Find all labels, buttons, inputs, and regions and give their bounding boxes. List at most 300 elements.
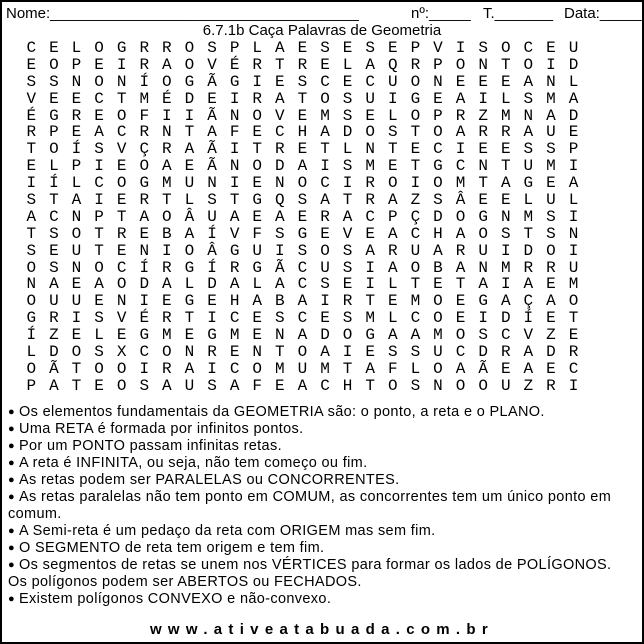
- grid-letter[interactable]: I: [71, 309, 82, 328]
- grid-letter[interactable]: E: [297, 106, 308, 125]
- grid-letter[interactable]: M: [410, 292, 421, 311]
- grid-letter[interactable]: M: [275, 359, 285, 378]
- grid-letter[interactable]: A: [433, 241, 443, 260]
- grid-letter[interactable]: O: [500, 39, 511, 57]
- grid-letter[interactable]: O: [455, 55, 466, 74]
- grid-letter[interactable]: N: [229, 106, 240, 125]
- grid-letter[interactable]: R: [26, 123, 37, 142]
- grid-letter[interactable]: S: [320, 275, 330, 294]
- grid-letter[interactable]: N: [568, 224, 579, 243]
- grid-letter[interactable]: Ã: [478, 359, 488, 378]
- grid-letter[interactable]: E: [546, 359, 556, 378]
- grid-letter[interactable]: Í: [139, 72, 150, 91]
- grid-letter[interactable]: A: [410, 326, 421, 345]
- grid-letter[interactable]: I: [568, 157, 579, 176]
- grid-letter[interactable]: U: [71, 292, 82, 311]
- grid-letter[interactable]: N: [71, 207, 82, 226]
- grid-letter[interactable]: R: [116, 224, 127, 243]
- grid-letter[interactable]: U: [433, 343, 443, 362]
- grid-letter[interactable]: F: [139, 106, 150, 125]
- grid-letter[interactable]: L: [184, 275, 195, 294]
- grid-letter[interactable]: O: [26, 292, 37, 311]
- grid-letter[interactable]: C: [116, 123, 127, 142]
- grid-letter[interactable]: T: [49, 191, 59, 210]
- grid-letter[interactable]: V: [207, 55, 217, 74]
- grid-letter[interactable]: F: [229, 123, 240, 142]
- grid-letter[interactable]: E: [433, 275, 443, 294]
- grid-letter[interactable]: L: [252, 275, 263, 294]
- grid-letter[interactable]: D: [500, 309, 511, 328]
- grid-letter[interactable]: S: [342, 241, 353, 260]
- grid-letter[interactable]: E: [500, 359, 511, 378]
- grid-letter[interactable]: O: [162, 343, 172, 362]
- grid-letter[interactable]: S: [387, 343, 398, 362]
- grid-letter[interactable]: C: [455, 343, 466, 362]
- grid-letter[interactable]: O: [433, 359, 443, 378]
- grid-letter[interactable]: R: [546, 376, 556, 395]
- grid-letter[interactable]: L: [410, 359, 421, 378]
- grid-letter[interactable]: C: [139, 343, 150, 362]
- grid-letter[interactable]: I: [275, 241, 285, 260]
- grid-letter[interactable]: G: [229, 72, 240, 91]
- grid-letter[interactable]: Ã: [207, 72, 217, 91]
- grid-letter[interactable]: U: [410, 241, 421, 260]
- grid-letter[interactable]: B: [162, 224, 172, 243]
- grid-letter[interactable]: T: [365, 376, 375, 395]
- grid-letter[interactable]: A: [229, 275, 240, 294]
- grid-letter[interactable]: E: [320, 224, 330, 243]
- grid-letter[interactable]: E: [478, 191, 488, 210]
- grid-letter[interactable]: D: [275, 157, 285, 176]
- grid-letter[interactable]: I: [229, 89, 240, 108]
- grid-letter[interactable]: U: [184, 174, 195, 193]
- grid-letter[interactable]: A: [207, 123, 217, 142]
- grid-letter[interactable]: A: [320, 191, 330, 210]
- grid-letter[interactable]: T: [342, 191, 353, 210]
- grid-letter[interactable]: N: [546, 72, 556, 91]
- grid-letter[interactable]: G: [139, 326, 150, 345]
- grid-letter[interactable]: E: [410, 140, 421, 159]
- grid-letter[interactable]: I: [546, 55, 556, 74]
- grid-letter[interactable]: O: [184, 39, 195, 57]
- grid-letter[interactable]: T: [342, 359, 353, 378]
- grid-letter[interactable]: E: [116, 157, 127, 176]
- grid-letter[interactable]: U: [252, 241, 263, 260]
- grid-letter[interactable]: R: [546, 258, 556, 277]
- grid-letter[interactable]: R: [365, 191, 375, 210]
- grid-letter[interactable]: A: [523, 275, 534, 294]
- grid-letter[interactable]: R: [162, 258, 172, 277]
- grid-letter[interactable]: D: [546, 343, 556, 362]
- grid-letter[interactable]: M: [162, 174, 172, 193]
- grid-letter[interactable]: P: [433, 55, 443, 74]
- grid-letter[interactable]: R: [71, 106, 82, 125]
- grid-letter[interactable]: I: [568, 241, 579, 260]
- grid-letter[interactable]: Ç: [523, 292, 534, 311]
- grid-letter[interactable]: L: [94, 326, 104, 345]
- grid-letter[interactable]: M: [455, 174, 466, 193]
- grid-letter[interactable]: I: [365, 258, 375, 277]
- grid-letter[interactable]: O: [387, 174, 398, 193]
- grid-letter[interactable]: A: [478, 275, 488, 294]
- grid-letter[interactable]: E: [568, 326, 579, 345]
- grid-letter[interactable]: I: [568, 207, 579, 226]
- grid-letter[interactable]: E: [275, 376, 285, 395]
- grid-letter[interactable]: I: [478, 309, 488, 328]
- grid-letter[interactable]: A: [568, 89, 579, 108]
- grid-letter[interactable]: A: [184, 359, 195, 378]
- grid-letter[interactable]: S: [342, 258, 353, 277]
- grid-letter[interactable]: Z: [523, 376, 534, 395]
- grid-letter[interactable]: V: [26, 89, 37, 108]
- grid-letter[interactable]: L: [500, 89, 511, 108]
- grid-letter[interactable]: I: [94, 157, 104, 176]
- grid-letter[interactable]: E: [116, 241, 127, 260]
- grid-letter[interactable]: O: [49, 140, 59, 159]
- grid-letter[interactable]: M: [500, 258, 511, 277]
- grid-letter[interactable]: Ç: [139, 140, 150, 159]
- grid-letter[interactable]: E: [94, 106, 104, 125]
- grid-letter[interactable]: R: [455, 241, 466, 260]
- grid-letter[interactable]: E: [433, 89, 443, 108]
- grid-letter[interactable]: T: [568, 309, 579, 328]
- grid-letter[interactable]: D: [342, 123, 353, 142]
- grid-letter[interactable]: H: [229, 292, 240, 311]
- grid-letter[interactable]: V: [116, 309, 127, 328]
- grid-letter[interactable]: A: [365, 241, 375, 260]
- grid-letter[interactable]: I: [207, 359, 217, 378]
- grid-letter[interactable]: S: [500, 224, 511, 243]
- grid-letter[interactable]: S: [297, 191, 308, 210]
- grid-letter[interactable]: M: [320, 359, 330, 378]
- grid-letter[interactable]: O: [365, 123, 375, 142]
- grid-letter[interactable]: A: [275, 275, 285, 294]
- grid-letter[interactable]: S: [49, 258, 59, 277]
- grid-letter[interactable]: S: [342, 89, 353, 108]
- grid-letter[interactable]: M: [546, 89, 556, 108]
- grid-letter[interactable]: A: [162, 376, 172, 395]
- grid-letter[interactable]: S: [365, 39, 375, 57]
- grid-letter[interactable]: A: [94, 275, 104, 294]
- grid-letter[interactable]: A: [94, 123, 104, 142]
- grid-letter[interactable]: E: [500, 140, 511, 159]
- grid-letter[interactable]: E: [342, 275, 353, 294]
- grid-letter[interactable]: E: [320, 309, 330, 328]
- grid-letter[interactable]: A: [162, 157, 172, 176]
- grid-letter[interactable]: O: [26, 359, 37, 378]
- grid-letter[interactable]: O: [116, 359, 127, 378]
- grid-letter[interactable]: Í: [26, 326, 37, 345]
- grid-letter[interactable]: N: [229, 157, 240, 176]
- grid-letter[interactable]: E: [342, 72, 353, 91]
- grid-letter[interactable]: E: [546, 39, 556, 57]
- grid-letter[interactable]: A: [49, 376, 59, 395]
- grid-letter[interactable]: L: [568, 72, 579, 91]
- grid-letter[interactable]: E: [387, 39, 398, 57]
- grid-letter[interactable]: C: [297, 258, 308, 277]
- grid-letter[interactable]: S: [26, 241, 37, 260]
- grid-letter[interactable]: O: [116, 106, 127, 125]
- grid-letter[interactable]: S: [410, 376, 421, 395]
- grid-letter[interactable]: S: [297, 72, 308, 91]
- grid-letter[interactable]: U: [320, 258, 330, 277]
- grid-letter[interactable]: I: [568, 376, 579, 395]
- grid-letter[interactable]: N: [478, 258, 488, 277]
- grid-letter[interactable]: A: [275, 207, 285, 226]
- grid-letter[interactable]: I: [184, 106, 195, 125]
- grid-letter[interactable]: R: [478, 123, 488, 142]
- grid-letter[interactable]: T: [116, 89, 127, 108]
- grid-letter[interactable]: U: [568, 258, 579, 277]
- grid-letter[interactable]: S: [297, 241, 308, 260]
- grid-letter[interactable]: C: [320, 174, 330, 193]
- grid-letter[interactable]: C: [229, 359, 240, 378]
- grid-letter[interactable]: E: [252, 123, 263, 142]
- grid-letter[interactable]: L: [71, 39, 82, 57]
- grid-letter[interactable]: U: [523, 157, 534, 176]
- grid-letter[interactable]: Z: [49, 326, 59, 345]
- grid-letter[interactable]: I: [320, 292, 330, 311]
- grid-letter[interactable]: I: [229, 140, 240, 159]
- grid-letter[interactable]: S: [94, 343, 104, 362]
- grid-letter[interactable]: A: [568, 174, 579, 193]
- grid-letter[interactable]: E: [71, 123, 82, 142]
- grid-letter[interactable]: P: [433, 106, 443, 125]
- grid-letter[interactable]: D: [184, 89, 195, 108]
- grid-letter[interactable]: S: [139, 376, 150, 395]
- grid-letter[interactable]: R: [297, 55, 308, 74]
- grid-letter[interactable]: G: [184, 72, 195, 91]
- grid-letter[interactable]: E: [49, 89, 59, 108]
- grid-letter[interactable]: E: [71, 326, 82, 345]
- grid-letter[interactable]: G: [478, 292, 488, 311]
- grid-letter[interactable]: E: [116, 191, 127, 210]
- grid-letter[interactable]: A: [49, 275, 59, 294]
- grid-letter[interactable]: A: [546, 292, 556, 311]
- grid-letter[interactable]: O: [252, 157, 263, 176]
- grid-letter[interactable]: I: [342, 343, 353, 362]
- grid-letter[interactable]: E: [455, 309, 466, 328]
- grid-letter[interactable]: T: [297, 89, 308, 108]
- grid-letter[interactable]: Í: [49, 174, 59, 193]
- grid-letter[interactable]: C: [94, 89, 104, 108]
- grid-letter[interactable]: E: [342, 39, 353, 57]
- grid-letter[interactable]: T: [410, 123, 421, 142]
- grid-letter[interactable]: Z: [546, 326, 556, 345]
- grid-letter[interactable]: I: [26, 174, 37, 193]
- grid-letter[interactable]: A: [229, 376, 240, 395]
- grid-letter[interactable]: R: [500, 343, 511, 362]
- grid-letter[interactable]: R: [455, 106, 466, 125]
- grid-letter[interactable]: E: [49, 39, 59, 57]
- grid-letter[interactable]: U: [71, 241, 82, 260]
- grid-letter[interactable]: C: [229, 309, 240, 328]
- grid-letter[interactable]: I: [410, 174, 421, 193]
- grid-letter[interactable]: O: [410, 258, 421, 277]
- grid-letter[interactable]: A: [71, 191, 82, 210]
- grid-letter[interactable]: C: [433, 140, 443, 159]
- grid-letter[interactable]: L: [342, 140, 353, 159]
- grid-letter[interactable]: T: [71, 359, 82, 378]
- grid-letter[interactable]: M: [523, 207, 534, 226]
- grid-letter[interactable]: Ã: [207, 106, 217, 125]
- grid-letter[interactable]: S: [49, 224, 59, 243]
- grid-letter[interactable]: S: [387, 123, 398, 142]
- grid-letter[interactable]: N: [365, 140, 375, 159]
- grid-letter[interactable]: R: [139, 39, 150, 57]
- grid-letter[interactable]: U: [365, 89, 375, 108]
- grid-letter[interactable]: I: [342, 174, 353, 193]
- grid-letter[interactable]: M: [365, 157, 375, 176]
- grid-letter[interactable]: S: [207, 191, 217, 210]
- grid-letter[interactable]: O: [297, 174, 308, 193]
- grid-letter[interactable]: T: [410, 275, 421, 294]
- grid-letter[interactable]: C: [320, 72, 330, 91]
- grid-letter[interactable]: I: [162, 106, 172, 125]
- grid-letter[interactable]: C: [320, 376, 330, 395]
- grid-letter[interactable]: O: [410, 106, 421, 125]
- grid-letter[interactable]: I: [116, 55, 127, 74]
- grid-letter[interactable]: L: [387, 106, 398, 125]
- grid-letter[interactable]: S: [320, 39, 330, 57]
- grid-letter[interactable]: S: [478, 326, 488, 345]
- grid-letter[interactable]: E: [252, 309, 263, 328]
- grid-letter[interactable]: E: [94, 55, 104, 74]
- grid-letter[interactable]: O: [116, 376, 127, 395]
- grid-letter[interactable]: N: [184, 343, 195, 362]
- grid-letter[interactable]: S: [49, 72, 59, 91]
- grid-letter[interactable]: N: [523, 106, 534, 125]
- grid-letter[interactable]: G: [49, 106, 59, 125]
- grid-letter[interactable]: G: [297, 224, 308, 243]
- grid-letter[interactable]: I: [162, 241, 172, 260]
- grid-letter[interactable]: Z: [410, 191, 421, 210]
- grid-letter[interactable]: M: [568, 275, 579, 294]
- grid-letter[interactable]: M: [320, 106, 330, 125]
- grid-letter[interactable]: S: [94, 140, 104, 159]
- grid-letter[interactable]: C: [500, 326, 511, 345]
- grid-letter[interactable]: A: [455, 123, 466, 142]
- grid-letter[interactable]: S: [410, 343, 421, 362]
- grid-letter[interactable]: O: [94, 359, 104, 378]
- grid-letter[interactable]: T: [116, 207, 127, 226]
- grid-letter[interactable]: A: [365, 55, 375, 74]
- grid-letter[interactable]: N: [500, 207, 511, 226]
- grid-letter[interactable]: A: [184, 140, 195, 159]
- grid-letter[interactable]: A: [297, 326, 308, 345]
- grid-letter[interactable]: P: [71, 55, 82, 74]
- grid-letter[interactable]: N: [275, 174, 285, 193]
- grid-letter[interactable]: T: [500, 55, 511, 74]
- grid-letter[interactable]: C: [26, 39, 37, 57]
- grid-letter[interactable]: T: [184, 123, 195, 142]
- grid-letter[interactable]: G: [252, 191, 263, 210]
- grid-letter[interactable]: N: [162, 123, 172, 142]
- grid-letter[interactable]: G: [410, 89, 421, 108]
- grid-letter[interactable]: D: [49, 343, 59, 362]
- grid-letter[interactable]: É: [229, 55, 240, 74]
- grid-letter[interactable]: E: [229, 343, 240, 362]
- grid-letter[interactable]: É: [162, 89, 172, 108]
- grid-letter[interactable]: A: [455, 89, 466, 108]
- grid-letter[interactable]: I: [500, 241, 511, 260]
- grid-letter[interactable]: D: [139, 275, 150, 294]
- grid-letter[interactable]: I: [455, 39, 466, 57]
- grid-letter[interactable]: T: [94, 224, 104, 243]
- grid-letter[interactable]: C: [410, 224, 421, 243]
- grid-letter[interactable]: N: [478, 157, 488, 176]
- grid-letter[interactable]: O: [116, 275, 127, 294]
- grid-letter[interactable]: C: [94, 174, 104, 193]
- grid-letter[interactable]: M: [229, 326, 240, 345]
- grid-letter[interactable]: I: [207, 309, 217, 328]
- grid-letter[interactable]: A: [523, 359, 534, 378]
- grid-letter[interactable]: N: [207, 174, 217, 193]
- grid-letter[interactable]: O: [568, 292, 579, 311]
- grid-letter[interactable]: T: [365, 292, 375, 311]
- grid-letter[interactable]: E: [478, 72, 488, 91]
- grid-letter[interactable]: V: [275, 106, 285, 125]
- grid-letter[interactable]: R: [500, 123, 511, 142]
- grid-letter[interactable]: A: [523, 123, 534, 142]
- grid-letter[interactable]: H: [433, 224, 443, 243]
- grid-letter[interactable]: O: [252, 359, 263, 378]
- grid-letter[interactable]: N: [478, 55, 488, 74]
- grid-letter[interactable]: A: [387, 258, 398, 277]
- grid-letter[interactable]: E: [252, 174, 263, 193]
- grid-letter[interactable]: E: [365, 343, 375, 362]
- grid-letter[interactable]: L: [71, 174, 82, 193]
- grid-letter[interactable]: G: [365, 326, 375, 345]
- grid-letter[interactable]: S: [94, 309, 104, 328]
- grid-letter[interactable]: S: [546, 207, 556, 226]
- grid-letter[interactable]: E: [546, 309, 556, 328]
- grid-letter[interactable]: P: [26, 376, 37, 395]
- grid-letter[interactable]: A: [297, 376, 308, 395]
- grid-letter[interactable]: N: [252, 343, 263, 362]
- grid-letter[interactable]: A: [387, 326, 398, 345]
- grid-letter[interactable]: I: [455, 140, 466, 159]
- grid-letter[interactable]: P: [229, 39, 240, 57]
- grid-letter[interactable]: D: [320, 326, 330, 345]
- grid-letter[interactable]: A: [500, 174, 511, 193]
- grid-letter[interactable]: V: [433, 39, 443, 57]
- grid-letter[interactable]: E: [500, 191, 511, 210]
- grid-letter[interactable]: T: [275, 55, 285, 74]
- grid-letter[interactable]: C: [365, 72, 375, 91]
- grid-letter[interactable]: É: [139, 309, 150, 328]
- grid-letter[interactable]: E: [184, 157, 195, 176]
- grid-letter[interactable]: Í: [71, 140, 82, 159]
- grid-letter[interactable]: M: [500, 106, 511, 125]
- grid-letter[interactable]: A: [162, 275, 172, 294]
- grid-letter[interactable]: H: [297, 123, 308, 142]
- grid-letter[interactable]: Â: [184, 207, 195, 226]
- grid-letter[interactable]: Z: [478, 106, 488, 125]
- grid-letter[interactable]: A: [275, 39, 285, 57]
- grid-letter[interactable]: R: [320, 207, 330, 226]
- grid-letter[interactable]: O: [252, 106, 263, 125]
- grid-letter[interactable]: O: [139, 157, 150, 176]
- grid-letter[interactable]: R: [162, 359, 172, 378]
- grid-letter[interactable]: R: [49, 309, 59, 328]
- grid-letter[interactable]: X: [116, 343, 127, 362]
- grid-letter[interactable]: U: [500, 376, 511, 395]
- grid-letter[interactable]: A: [320, 343, 330, 362]
- grid-letter[interactable]: O: [94, 39, 104, 57]
- grid-letter[interactable]: D: [478, 343, 488, 362]
- grid-letter[interactable]: F: [387, 359, 398, 378]
